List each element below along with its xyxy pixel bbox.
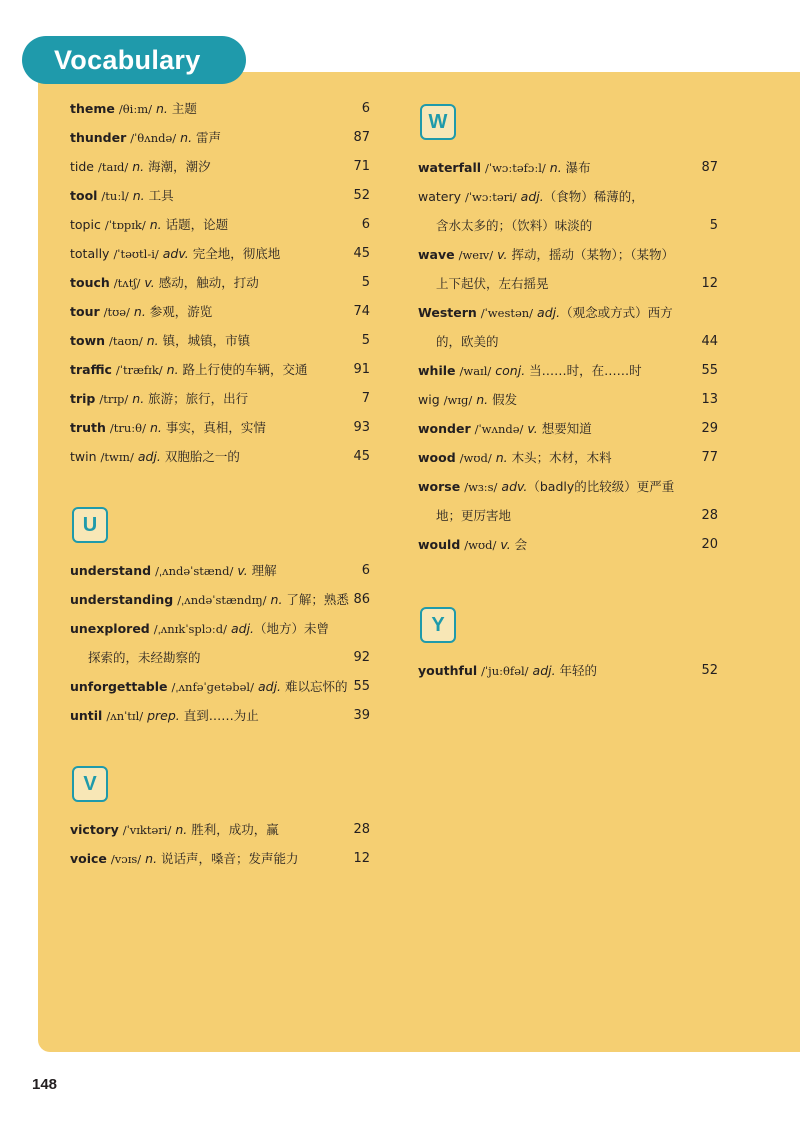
vocab-entry [418,182,718,211]
entry-text [436,269,549,298]
part-of-speech: n. [132,159,145,174]
vocab-entry [418,269,718,298]
headword: watery [418,189,462,204]
definition: 含水太多的；（饮料）味淡的 [436,218,593,233]
definition: 完全地，彻底地 [188,246,281,261]
phonetic: /ʌnˈtɪl/ [106,709,144,723]
headword: truth [70,420,106,435]
page-number: 148 [32,1076,58,1093]
definition: 挥动，摇动（某物）；（某物） [507,247,674,262]
headword: trip [70,391,96,406]
headword: topic [70,217,101,232]
entry-text [70,585,349,615]
entry-text [70,815,279,845]
headword: wood [418,450,456,465]
phonetic: /taʊn/ [109,334,143,348]
entry-text [70,556,277,586]
page-ref: 55 [353,679,370,694]
page-ref: 6 [361,217,370,232]
entry-text [418,182,644,212]
page-ref: 77 [701,450,718,465]
vocab-entry [70,181,370,210]
entry-text [418,656,597,686]
page-ref: 6 [361,101,370,116]
phonetic: /ˈwestən/ [480,306,534,320]
part-of-speech: v. [237,563,248,578]
page-ref: 12 [701,276,718,291]
headword: until [70,708,103,723]
page-ref: 29 [701,421,718,436]
part-of-speech: n. [146,333,159,348]
left-column [70,94,370,873]
headword: understanding [70,592,174,607]
definition: 工具 [144,188,174,203]
part-of-speech: adj. [257,679,282,694]
page-ref: 52 [353,188,370,203]
page-ref: 74 [353,304,370,319]
page-ref: 87 [353,130,370,145]
page-ref: 28 [353,822,370,837]
part-of-speech: n. [149,420,162,435]
part-of-speech: n. [180,130,193,145]
entry-text [436,501,511,530]
entry-text [70,297,212,327]
vocab-entry [70,844,370,873]
entry-text [88,643,201,672]
phonetic: /ˌʌnɪkˈsplɔːd/ [153,622,227,636]
part-of-speech: n. [132,391,145,406]
phonetic: /truːθ/ [109,421,146,435]
page-ref: 5 [361,333,370,348]
headword: while [418,363,456,378]
phonetic: /vɔɪs/ [110,852,142,866]
headword: worse [418,479,461,494]
entry-text [418,298,673,328]
vocab-entry [418,414,718,443]
vocab-entry [418,656,718,685]
definition: 双胞胎之一的 [160,449,240,464]
vocab-entry [70,123,370,152]
part-of-speech: adj. [537,305,561,320]
part-of-speech: conj. [495,363,526,378]
headword: would [418,537,461,552]
definition: 雷声 [192,130,222,145]
page-ref: 86 [353,592,370,607]
part-of-speech: n. [132,188,145,203]
vocab-entry [418,443,718,472]
entry-text [70,268,259,298]
phonetic: /trɪp/ [99,392,129,406]
u-entries [70,556,370,730]
page-ref: 7 [361,391,370,406]
phonetic: /tuːl/ [101,189,129,203]
entry-text [70,701,259,731]
entry-text [70,442,240,472]
entry-text [418,472,674,502]
w-entries [418,153,718,559]
part-of-speech: n. [155,101,168,116]
entry-text [70,355,308,385]
vocab-entry [70,614,370,643]
page-title: Vocabulary [22,36,246,84]
definition: 旅游；旅行，出行 [144,391,249,406]
phonetic: /tʌtʃ/ [113,276,141,290]
vocab-entry [70,413,370,442]
letter-heading-y: Y [420,607,456,643]
vocab-entry [70,94,370,123]
definition: （观念或方式）西方 [560,305,673,320]
phonetic: /ˈtræfɪk/ [115,363,163,377]
entry-text [70,239,280,269]
vocab-entry [418,327,718,356]
definition: 直到……为止 [179,708,259,723]
phonetic: /ˌʌnfəˈɡetəbəl/ [171,680,254,694]
entry-text [70,614,329,644]
part-of-speech: n. [476,392,489,407]
phonetic: /wɪɡ/ [443,393,473,407]
page-ref: 45 [353,246,370,261]
vocab-entry [70,585,370,614]
entry-text [418,530,527,560]
vocab-entry [70,239,370,268]
entry-text [70,94,197,124]
definition: 年轻的 [555,663,598,678]
v-entries [70,815,370,873]
phonetic: /ˌʌndəˈstænd/ [155,564,234,578]
definition: 假发 [488,392,518,407]
definition: 探索的，未经勘察的 [88,650,201,665]
phonetic: /ˈwʌndə/ [474,422,524,436]
page-ref: 45 [353,449,370,464]
vocab-entry [418,240,718,269]
phonetic: /taɪd/ [97,160,129,174]
vocab-entry [70,442,370,471]
part-of-speech: adv. [162,246,189,261]
vocab-entry [70,384,370,413]
phonetic: /wɜːs/ [464,480,498,494]
definition: 事实，真相，实情 [161,420,266,435]
vocab-entry [418,298,718,327]
entry-text [418,240,674,270]
letter-heading-w: W [420,104,456,140]
part-of-speech: v. [144,275,155,290]
definition: 海潮，潮汐 [144,159,211,174]
entry-text [70,672,348,702]
definition: 想要知道 [537,421,592,436]
definition: 地；更厉害地 [436,508,512,523]
entry-text [70,152,211,182]
vocab-entry [418,501,718,530]
definition: 会 [510,537,528,552]
headword: touch [70,275,110,290]
vocab-entry [70,815,370,844]
definition: 话题，论题 [161,217,229,232]
entry-text [70,844,299,874]
definition: 上下起伏，左右摇晃 [436,276,549,291]
phonetic: /ˈwɔːtəfɔːl/ [485,161,546,175]
part-of-speech: n. [549,160,562,175]
page-ref: 39 [353,708,370,723]
entry-text [70,413,266,443]
phonetic: /θiːm/ [118,102,152,116]
phonetic: /ˈvɪktəri/ [122,823,172,837]
part-of-speech: n. [166,362,179,377]
vocab-entry [70,326,370,355]
headword: totally [70,246,110,261]
page-ref: 52 [701,663,718,678]
headword: tour [70,304,100,319]
part-of-speech: adj. [230,621,255,636]
entry-text [70,123,221,153]
vocab-entry [418,530,718,559]
definition: 说话声，嗓音；发声能力 [157,851,299,866]
part-of-speech: v. [497,247,508,262]
headword: unexplored [70,621,150,636]
part-of-speech: n. [149,217,162,232]
part-of-speech: n. [175,822,188,837]
phonetic: /wʊd/ [464,538,497,552]
vocab-entry [70,556,370,585]
letter-heading-u: U [72,507,108,543]
part-of-speech: v. [500,537,511,552]
part-of-speech: n. [495,450,508,465]
definition: （地方）未曾 [254,621,330,636]
definition: 理解 [247,563,277,578]
entry-text [70,326,250,356]
vocab-entry [418,385,718,414]
phonetic: /ˌʌndəˈstændɪŋ/ [177,593,267,607]
definition: 了解；熟悉 [282,592,349,607]
page-ref: 12 [353,851,370,866]
part-of-speech: n. [270,592,283,607]
phonetic: /waɪl/ [459,364,492,378]
phonetic: /ˈjuːθfəl/ [481,664,529,678]
entry-text [70,210,228,240]
page-ref: 92 [353,650,370,665]
headword: wig [418,392,440,407]
headword: unforgettable [70,679,168,694]
entry-text [436,211,592,240]
vocab-entry [70,297,370,326]
headword: Western [418,305,477,320]
page-ref: 28 [701,508,718,523]
headword: youthful [418,663,478,678]
page-ref: 87 [701,160,718,175]
part-of-speech: n. [133,304,146,319]
headword: tide [70,159,94,174]
headword: theme [70,101,115,116]
definition: 镇，城镇，市镇 [158,333,251,348]
definition: 参观，游览 [145,304,213,319]
part-of-speech: adj. [137,449,161,464]
phonetic: /tʊə/ [103,305,130,319]
phonetic: /weɪv/ [458,248,494,262]
part-of-speech: prep. [147,708,180,723]
definition: （食物）稀薄的， [543,189,644,204]
part-of-speech: v. [527,421,538,436]
page-ref: 13 [701,392,718,407]
phonetic: /ˈwɔːtəri/ [465,190,517,204]
definition: 难以忘怀的 [281,679,348,694]
definition: （badly的比较级）更严重 [527,479,675,494]
phonetic: /wʊd/ [459,451,492,465]
part-of-speech: adj. [520,189,544,204]
definition: 当……时，在……时 [525,363,642,378]
entry-text [418,385,517,415]
definition: 胜利，成功，赢 [187,822,279,837]
entry-text [418,356,642,386]
entry-text [70,181,174,211]
phonetic: /ˈtɒpɪk/ [104,218,146,232]
vocab-entry [70,701,370,730]
headword: town [70,333,106,348]
headword: thunder [70,130,127,145]
entry-text [418,414,592,444]
definition: 感动，触动，打动 [154,275,259,290]
headword: waterfall [418,160,482,175]
headword: twin [70,449,97,464]
definition: 的，欧美的 [436,334,499,349]
headword: victory [70,822,119,837]
vocab-entry [418,472,718,501]
page-ref: 44 [701,334,718,349]
definition: 瀑布 [561,160,591,175]
page-ref: 5 [361,275,370,290]
entry-text [418,443,612,473]
t-entries [70,94,370,471]
definition: 路上行使的车辆，交通 [178,362,308,377]
page-ref: 55 [701,363,718,378]
page-ref: 71 [353,159,370,174]
definition: 主题 [167,101,197,116]
headword: traffic [70,362,112,377]
headword: wave [418,247,455,262]
headword: tool [70,188,98,203]
vocab-entry [418,211,718,240]
page-ref: 20 [701,537,718,552]
part-of-speech: n. [145,851,158,866]
part-of-speech: adj. [532,663,556,678]
headword: wonder [418,421,471,436]
vocab-entry [70,355,370,384]
page-ref: 6 [361,563,370,578]
page-ref: 93 [353,420,370,435]
phonetic: /ˈtəʊtl-i/ [113,247,159,261]
vocab-entry [70,672,370,701]
page-ref: 91 [353,362,370,377]
vocab-entry [70,268,370,297]
y-entries [418,656,718,685]
page-ref: 5 [709,218,718,233]
headword: voice [70,851,107,866]
phonetic: /twɪn/ [100,450,134,464]
entry-text [70,384,248,414]
entry-text [436,327,499,356]
right-column [418,104,718,685]
vocab-entry [418,153,718,182]
phonetic: /ˈθʌndə/ [130,131,177,145]
vocab-entry [70,152,370,181]
entry-text [418,153,591,183]
letter-heading-v: V [72,766,108,802]
part-of-speech: adv. [501,479,528,494]
vocab-entry [70,210,370,239]
vocab-entry [418,356,718,385]
definition: 木头；木材，木料 [507,450,612,465]
vocab-entry [70,643,370,672]
headword: understand [70,563,152,578]
